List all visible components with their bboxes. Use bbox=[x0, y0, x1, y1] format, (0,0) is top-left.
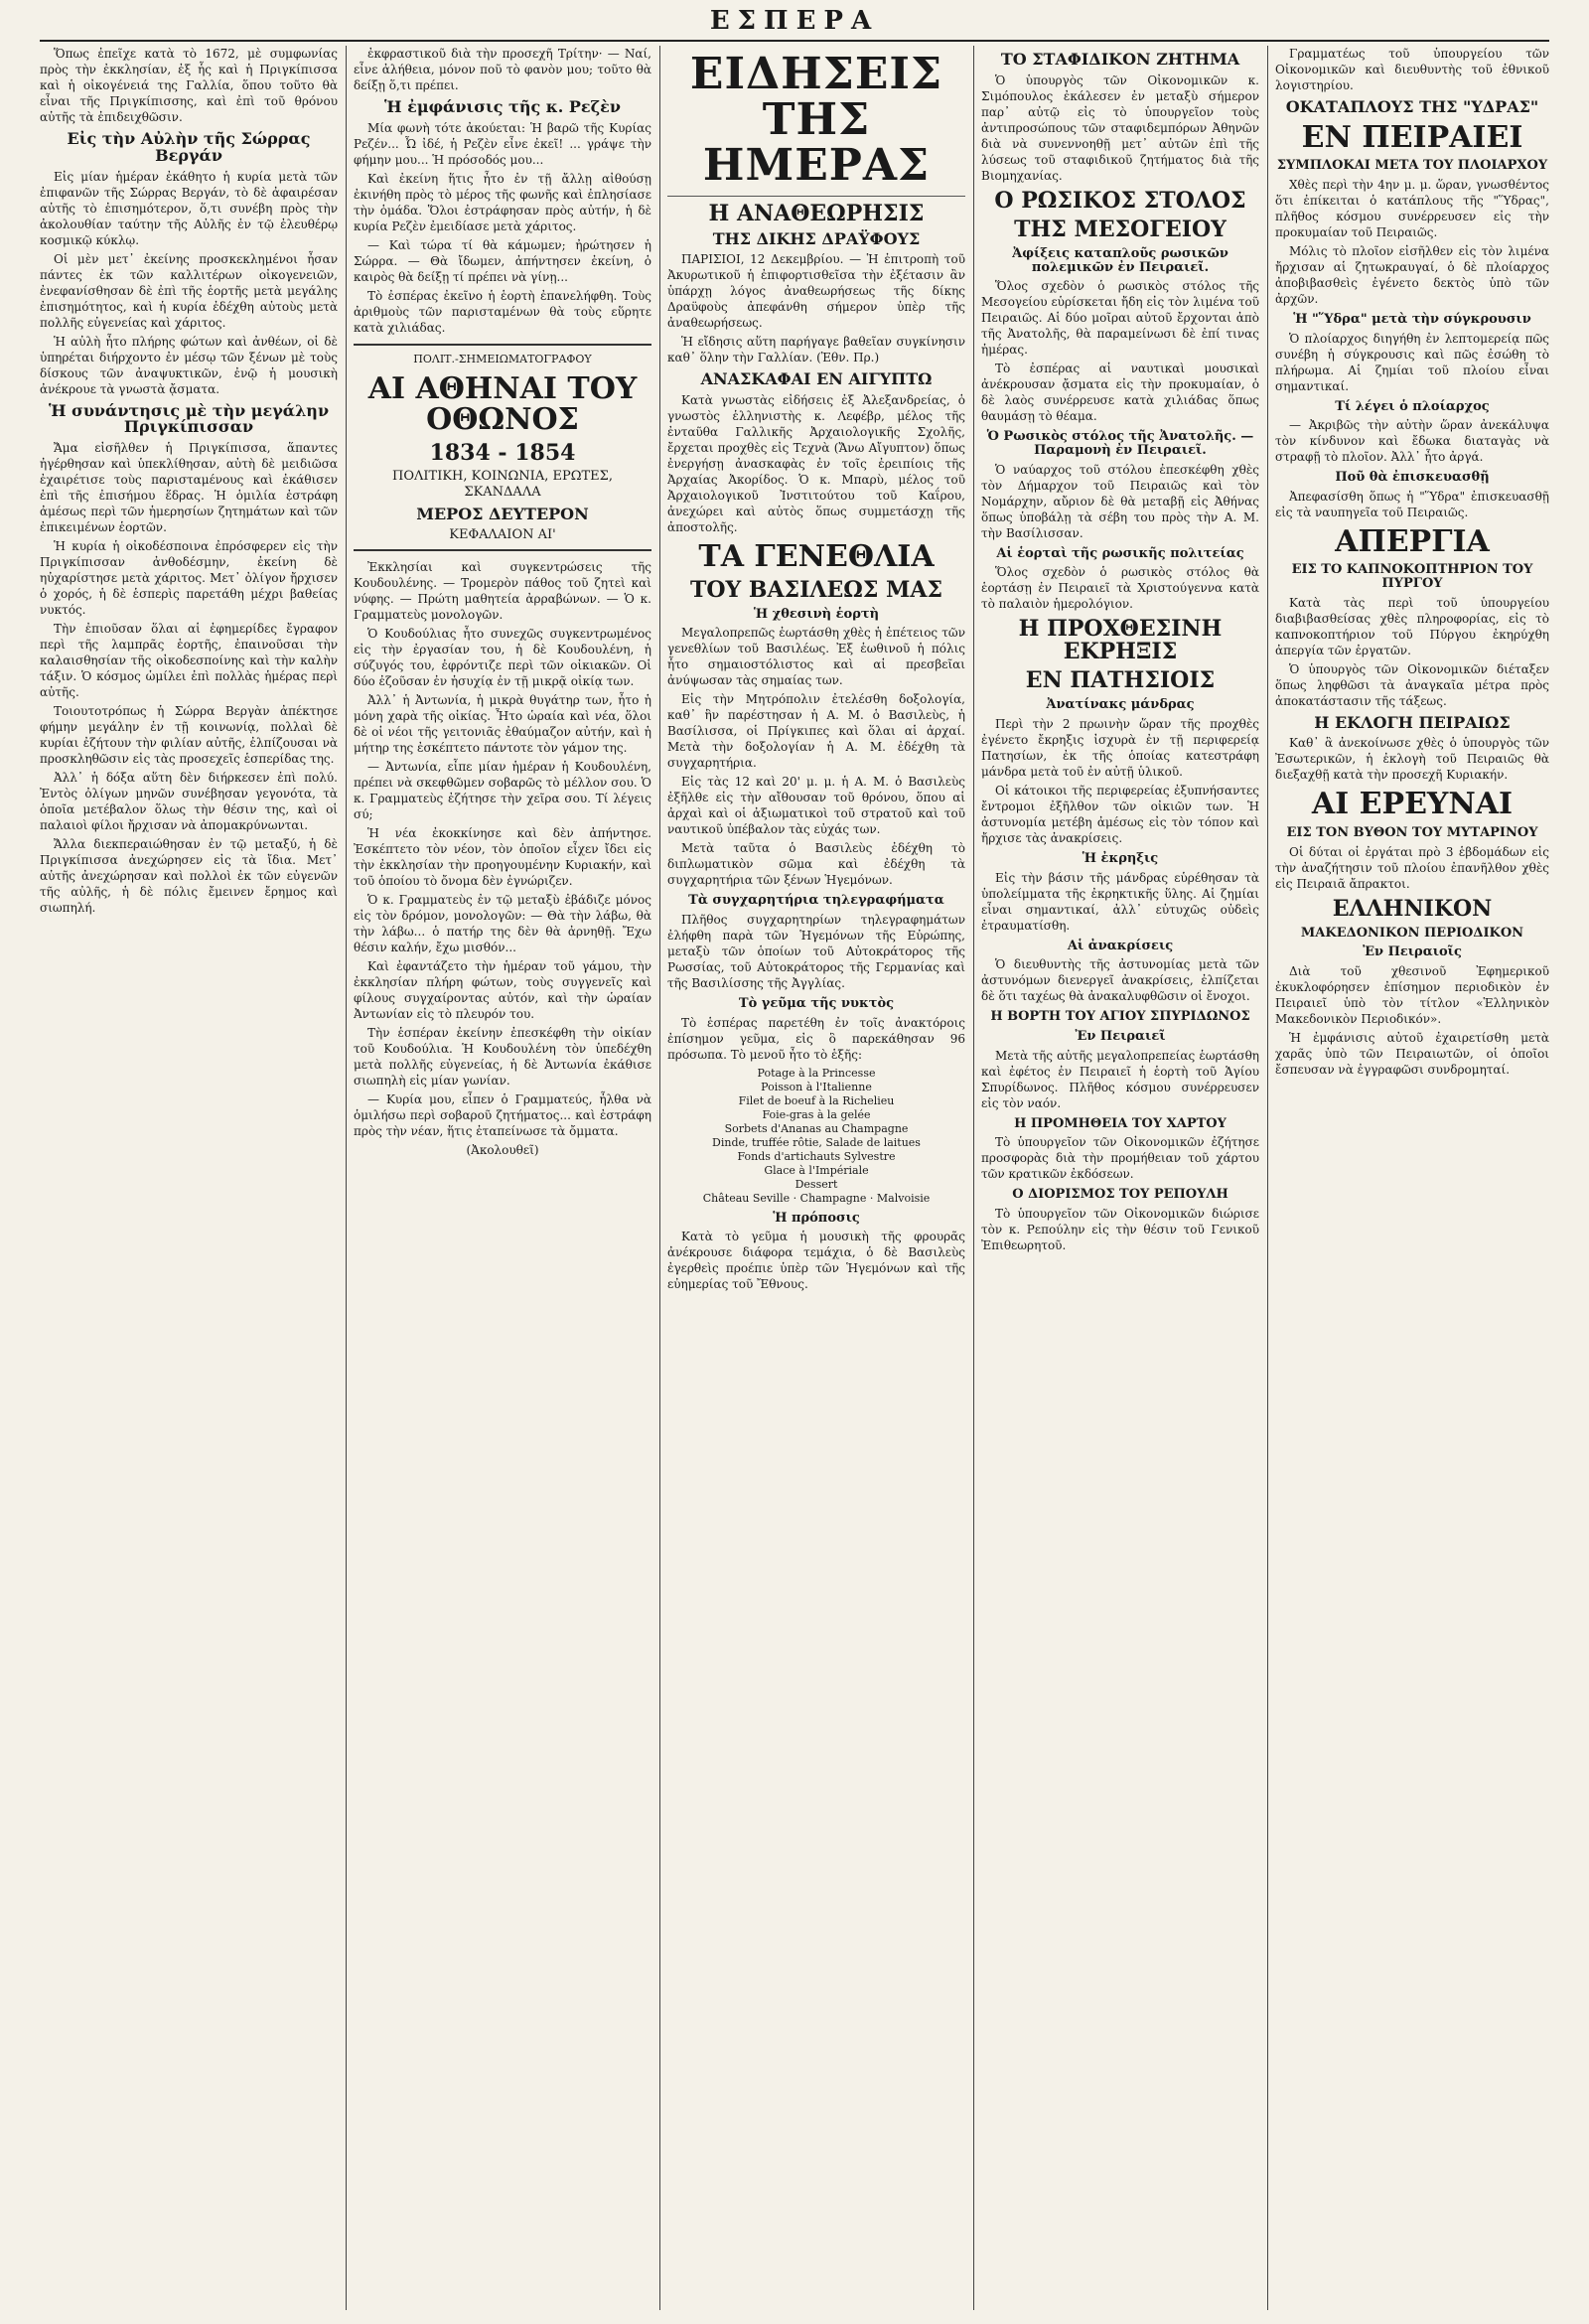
subheadline: Ποῦ θὰ ἐπισκευασθῇ bbox=[1335, 470, 1490, 486]
serial-author: ΠΟΛΙΤ.-ΣΗΜΕΙΩΜΑΤΟΓΡΑΦΟΥ bbox=[413, 352, 592, 365]
headline: Ἡ συνάντησις μὲ τὴν μεγάλην Πριγκίπισσαν bbox=[48, 400, 330, 437]
subheadline: Ἡ χθεσινὴ ἑορτὴ bbox=[753, 606, 880, 622]
paragraph: Ἀπεφασίσθη ὅπως ἡ "Ὕδρα" ἐπισκευασθῇ εἰς τὰ ναυπηγεῖα τοῦ Πειραιῶς. bbox=[1275, 489, 1549, 519]
continued-note: (Ἀκολουθεῖ) bbox=[466, 1142, 539, 1157]
paragraph: — Καὶ τώρα τί θὰ κάμωμεν; ἠρώτησεν ἡ Σώρρα. — Θὰ ἴδωμεν, ἀπήντησεν ἐκείνη, ὁ καιρὸς θὰ δείξῃ τί πρέπει νὰ γίνῃ... bbox=[354, 237, 651, 284]
menu-item: Foie-gras à la gelée bbox=[762, 1107, 871, 1121]
paragraph: Τὸ ὑπουργεῖον τῶν Οἰκονομικῶν ἐζήτησε προσφορὰς διὰ τὴν προμήθειαν τοῦ χάρτου τῶν κρατικῶν ἐκδόσεων. bbox=[981, 1135, 1259, 1182]
subheadline: Ἡ "Ὕδρα" μετὰ τὴν σύγκρουσιν bbox=[1293, 311, 1531, 327]
column-divider bbox=[1267, 46, 1268, 2310]
headline: Εἰς τὴν Αὐλὴν τῆς Σώρρας Βεργάν bbox=[67, 129, 311, 165]
paragraph: Ἀλλ᾽ ἡ δόξα αὕτη δὲν διήρκεσεν ἐπὶ πολύ. Ἐντὸς ὀλίγων μηνῶν συνέβησαν γεγονότα, τὰ ὁποῖα μετέβαλον ὅλως τὴν θέσιν της, καὶ οἱ παλαιοὶ φίλοι ἤρχισαν νὰ ἀπομακρύνωνται. bbox=[40, 771, 338, 833]
paragraph: Ὅπως ἐπεῖχε κατὰ τὸ 1672, μὲ συμφωνίας πρὸς τὴν ἐκκλησίαν, ἐξ ἧς καὶ ἡ Πριγκίπισσα καὶ ἡ οἰκογένειά της Γαλλία, ὅπου τοῦτο θὰ εἶναι τῆς Πριγκίπισσης, καὶ ἐπὶ τοῦ θρόνου αὐτῆς τὰ ἐπιδειχθῶσιν. bbox=[40, 47, 338, 124]
paragraph: Κατὰ τὰς περὶ τοῦ ὑπουργείου διαβιβασθείσας χθὲς πληροφορίας, εἰς τὸ καπνοκοπτήριον τοῦ Πύργου ἐκηρύχθη ἀπεργία τῶν ἐργατῶν. bbox=[1275, 595, 1549, 657]
paragraph: Ὁ Κουδούλιας ἦτο συνεχῶς συγκεντρωμένος εἰς τὴν ἐργασίαν του, ἡ δὲ Κουδουλένη, ἡ σύζυγός του, ἐφρόντιζε περὶ τῶν οἰκιακῶν. Οἱ δύο ἐζοῦσαν ἐν ἡσυχίᾳ ἐν τῇ μικρᾷ οἰκίᾳ των. bbox=[354, 626, 651, 688]
paragraph: Καὶ ἐφαντάζετο τὴν ἡμέραν τοῦ γάμου, τὴν ἐκκλησίαν πλήρη φώτων, τοὺς συγγενεῖς καὶ φίλους συγχαίροντας αὐτόν, καὶ τὴν ὡραίαν Ἀντωνίαν εἰς τὸ πλευρόν του. bbox=[354, 958, 651, 1021]
menu-item: Dessert bbox=[794, 1177, 838, 1191]
serial-header bbox=[354, 344, 651, 551]
headline: Η ΠΡΟΧΘΕΣΙΝΗ ΕΚΡΗΞΙΣ bbox=[1018, 616, 1223, 665]
subheadline: Ἀνατίνακς μάνδρας bbox=[1046, 697, 1195, 713]
headline: ΑΝΑΣΚΑΦΑΙ ΕΝ ΑΙΓΥΠΤΩ bbox=[700, 369, 933, 389]
paragraph: Εἰς τὴν βάσιν τῆς μάνδρας εὑρέθησαν τὰ ὑπολείμματα τῆς ἐκρηκτικῆς ὕλης. Αἱ ζημίαι εἶναι σημαντικαί, ἀλλ᾽ εὐτυχῶς οὐδεὶς ἐτραυματίσθη. bbox=[981, 870, 1259, 933]
paragraph: Ὅλος σχεδὸν ὁ ρωσικὸς στόλος τῆς Μεσογείου εὑρίσκεται ἤδη εἰς τὸν λιμένα τοῦ Πειραιῶς. Αἱ δύο μοῖραι αὐτοῦ ἔρχονται ἀπὸ τῆς Ἀνατολῆς, θὰ παραμείνωσι δὲ ἐπί τινας ἡμέρας. bbox=[981, 279, 1259, 358]
dinner-menu bbox=[667, 1067, 965, 1206]
column-4 bbox=[981, 46, 1259, 2310]
paragraph: Ὁ διευθυντὴς τῆς ἀστυνομίας μετὰ τῶν ἀστυνόμων διενεργεῖ ἀνακρίσεις, ἐλπίζεται δὲ ὅτι ταχέως θὰ ἀνακαλυφθῶσιν οἱ ἔνοχοι. bbox=[981, 957, 1259, 1004]
paragraph: Καὶ ἐκείνη ἥτις ἦτο ἐν τῇ ἄλλῃ αἰθούσῃ ἐκινήθη πρὸς τὸ μέρος τῆς φωνῆς καὶ ἐπλησίασε τὴν ὁμάδα. Ὅλοι ἐστράφησαν πρὸς αὐτήν, ἡ δὲ κυρία Ρεζὲν ἐμειδίασε μετὰ χάριτος. bbox=[354, 171, 651, 233]
subheadline: ΣΥΜΠΛΟΚΑΙ ΜΕΤΑ ΤΟΥ ΠΛΟΙΑΡΧΟΥ bbox=[1276, 158, 1548, 174]
column-divider bbox=[346, 46, 347, 2310]
serial-title: ΑΙ ΑΘΗΝΑΙ ΤΟΥ ΟΘΩΝΟΣ bbox=[367, 370, 638, 438]
headline: ΟΚΑΤΑΠΛΟΥΣ ΤΗΣ "ΥΔΡΑΣ" bbox=[1285, 97, 1539, 116]
paragraph: Τοιουτοτρόπως ἡ Σώρρα Βεργὰν ἀπέκτησε φήμην μεγάλην ἐν τῇ κοινωνίᾳ, πολλαὶ δὲ κυρίαι ἐζήτουν τὴν φιλίαν αὐτῆς, ἐλπίζουσαι νὰ προσκληθῶσιν εἰς τὰς προσεχεῖς ἑσπερίδας της. bbox=[40, 704, 338, 767]
subheadline: Τὰ συγχαρητήρια τηλεγραφήματα bbox=[688, 893, 944, 909]
paragraph: Τὸ ἑσπέρας παρετέθη ἐν τοῖς ἀνακτόροις ἐπίσημον γεῦμα, εἰς ὃ παρεκάθησαν 96 πρόσωπα. Τὸ μενοῦ ἦτο τὸ ἑξῆς: bbox=[667, 1015, 965, 1062]
subheadline: Ἡ ἐκρηξις bbox=[1082, 851, 1159, 867]
paragraph: Ἡ εἴδησις αὕτη παρήγαγε βαθεῖαν συγκίνησιν καθ᾽ ὅλην τὴν Γαλλίαν. (Ἐθν. Πρ.) bbox=[667, 335, 965, 365]
menu-item: Glace à l'Impériale bbox=[764, 1163, 869, 1177]
headline: ΕΝ ΠΑΤΗΣΙΟΙΣ bbox=[1025, 667, 1216, 694]
paragraph: ΠΑΡΙΣΙΟΙ, 12 Δεκεμβρίου. — Ἡ ἐπιτροπὴ τοῦ Ἀκυρωτικοῦ ἡ ἐπιφορτισθεῖσα τὴν ἐξέτασιν ἂν ὑπάρχῃ λόγος ἀναθεωρήσεως τῆς δίκης Δραϋφοὺς ἀπεφάνθη σήμερον ὑπὲρ τῆς ἀναθεωρήσεως. bbox=[667, 252, 965, 331]
headline: Ἡ ἐμφάνισις τῆς κ. Ρεζὲν bbox=[384, 97, 621, 116]
paragraph: Περὶ τὴν 2 πρωινὴν ὥραν τῆς προχθὲς ἐγένετο ἔκρηξις ἰσχυρὰ ἐν τῇ περιφερείᾳ Πατησίων, ἐκ τῆς ὁποίας κατεστράφη μάνδρα μετὰ τοῦ ἐν αὐτῇ ὑλικοῦ. bbox=[981, 717, 1259, 780]
column-3 bbox=[667, 46, 965, 2310]
headline: ΤΟΥ ΒΑΣΙΛΕΩΣ ΜΑΣ bbox=[689, 576, 943, 603]
subheadline: Τί λέγει ὁ πλοίαρχος bbox=[1335, 398, 1490, 414]
paragraph: Ὁ πλοίαρχος διηγήθη ἐν λεπτομερείᾳ πῶς συνέβη ἡ σύγκρουσις καὶ πῶς ἐσώθη τὸ πλήρωμα. Αἱ ζημίαι τοῦ πλοίου εἶναι σημαντικαί. bbox=[1275, 331, 1549, 393]
headline: ΑΙ ΕΡΕΥΝΑΙ bbox=[1311, 787, 1514, 822]
paragraph: Τὸ ὑπουργεῖον τῶν Οἰκονομικῶν διώρισε τὸν κ. Ρεπούλην εἰς τὴν θέσιν τοῦ Γενικοῦ Ἐπιθεωρητοῦ. bbox=[981, 1206, 1259, 1252]
paragraph: Οἱ κάτοικοι τῆς περιφερείας ἐξυπνήσαντες ἔντρομοι ἐξῆλθον τῶν οἰκιῶν των. Ἡ ἀστυνομία μετέβη ἀμέσως εἰς τὸν τόπον καὶ ἤρχισε τὰς ἀνακρίσεις. bbox=[981, 784, 1259, 846]
paragraph: Εἰς μίαν ἡμέραν ἐκάθητο ἡ κυρία μετὰ τῶν ἐπιφανῶν τῆς Σώρρας Βεργάν, τὸ δὲ ἀφαιρέσαν αὐτῆς τὸ ἐπισημότερον, ὅ,τι συνέβη πρὸς τὴν ἀκολουθίαν ταύτην τῆς Αὐλῆς ἐν τῷ ἐλευθέρῳ κοσμικῷ κύκλῳ. bbox=[40, 169, 338, 247]
subheadline: Ὁ Ρωσικὸς στόλος τῆς Ἀνατολῆς. — Παραμονὴ ἐν Πειραιεῖ. bbox=[986, 429, 1254, 458]
paragraph: Ὅλος σχεδὸν ὁ ρωσικὸς στόλος θὰ ἑορτάσῃ ἐν Πειραιεῖ τὰ Χριστούγεννα κατὰ τὸ παλαιὸν ἡμερολόγιον. bbox=[981, 565, 1259, 612]
paragraph: Ὁ ὑπουργὸς τῶν Οἰκονομικῶν κ. Σιμόπουλος ἐκάλεσεν ἐν μεταξὺ σήμερον παρ᾽ αὐτῷ εἰς τὸ ὑπουργεῖον τοὺς ἀντιπροσώπους τῶν σταφιδεμπόρων Ἀθηνῶν διὰ νὰ συνεννοηθῇ μετ᾽ αὐτῶν ἐπὶ τῆς λύσεως τοῦ σταφιδικοῦ ζητήματος διὰ τῆς Βιομηχανίας. bbox=[981, 73, 1259, 183]
headline: Η ΑΝΑΘΕΩΡΗΣΙΣ bbox=[708, 200, 925, 226]
paragraph: Τὸ ἐσπέρας ἐκεῖνο ἡ ἑορτὴ ἐπανελήφθη. Τοὺς ἀριθμοὺς τῶν παρισταμένων θὰ τοὺς εὕρητε κατὰ χιλιάδας. bbox=[354, 288, 651, 335]
paragraph: Ἄλλα διεκπεραιώθησαν ἐν τῷ μεταξύ, ἡ δὲ Πριγκίπισσα ἀνεχώρησεν εἰς τὰ ἴδια. Μετ᾽ αὐτῆς ἀνεχώρησαν καὶ πολλοὶ ἐκ τῶν εὐγενῶν τῆς αὐλῆς, ἡ δὲ πόλις ἔμεινεν ἔρημος καὶ σιωπηλή. bbox=[40, 837, 338, 916]
subheadline: Ἀφίξεις καταπλοῦς ρωσικῶν πολεμικῶν ἐν Πειραιεῖ. bbox=[1012, 245, 1228, 275]
subheadline: ΜΑΚΕΔΟΝΙΚΟΝ ΠΕΡΙΟΔΙΚΟΝ bbox=[1300, 925, 1524, 941]
paragraph: Ἀλλ᾽ ἡ Ἀντωνία, ἡ μικρὰ θυγάτηρ των, ἦτο ἡ μόνη χαρὰ τῆς οἰκίας. Ἦτο ὡραία καὶ νέα, ὅλοι δὲ οἱ νέοι τῆς γειτονιᾶς ἐθαύμαζον αὐτήν, καὶ ἡ μήτηρ της ἐσκέπτετο πάντοτε τὸν γάμον της. bbox=[354, 692, 651, 755]
headline: Η ΕΚΛΟΓΗ ΠΕΙΡΑΙΩΣ bbox=[1314, 712, 1511, 732]
paragraph: Γραμματέως τοῦ ὑπουργείου τῶν Οἰκονομικῶν καὶ διευθυντὴς τοῦ ἐθνικοῦ λογιστηρίου. bbox=[1275, 47, 1549, 92]
paragraph: Μετὰ ταῦτα ὁ Βασιλεὺς ἐδέχθη τὸ διπλωματικὸν σῶμα καὶ ἐδέχθη τὰ συγχαρητήρια τῶν ξένων Ἡγεμόνων. bbox=[667, 841, 965, 888]
column-2 bbox=[354, 46, 651, 2310]
divider bbox=[667, 196, 965, 197]
headline: ΕΛΛΗΝΙΚΟΝ bbox=[1332, 895, 1493, 922]
paragraph: Οἱ μὲν μετ᾽ ἐκείνης προσκεκλημένοι ἦσαν πάντες ἐκ τῶν καλλιτέρων οἰκογενειῶν, ἐνεφανίσθησαν δὲ ἐπὶ τῆς ἑορτῆς μετὰ μεγάλης ἐπισημότητος, καὶ ἡ κυρία ἐδέχθη αὐτοὺς μετὰ πολλῆς εὐγενείας καὶ χάριτος. bbox=[40, 251, 338, 330]
subheadline: ΕΙΣ ΤΟ ΚΑΠΝΟΚΟΠΤΗΡΙΟΝ ΤΟΥ ΠΥΡΓΟΥ bbox=[1291, 562, 1533, 591]
menu-item: Filet de boeuf à la Richelieu bbox=[738, 1093, 895, 1107]
menu-item: Dinde, truffée rôtie, Salade de laitues bbox=[712, 1135, 921, 1149]
paragraph: Ἡ νέα ἐκοκκίνησε καὶ δὲν ἀπήντησε. Ἐσκέπτετο τὸν νέον, τὸν ὁποῖον εἶχεν ἴδει εἰς τὴν ἐκκλησίαν τὴν προηγουμένην Κυριακήν, καὶ τοῦ ὁποίου τὸ ὄνομα δὲν ἐγνώριζεν. bbox=[354, 825, 651, 888]
subheadline: Ἐν Πειραιοῖς bbox=[1363, 944, 1462, 960]
paragraph: Ὁ ναύαρχος τοῦ στόλου ἐπεσκέφθη χθὲς τὸν Δήμαρχον τοῦ Πειραιῶς καὶ τὸν Νομάρχην, αὔριον δὲ θὰ μεταβῇ εἰς Ἀθήνας ὅπως ὑποβάλῃ τὰ σέβη του πρὸς τὴν Α. Μ. τὴν Βασίλισσαν. bbox=[981, 462, 1259, 540]
paragraph: Οἱ δύται οἱ ἐργάται πρὸ 3 ἑβδομάδων εἰς τὴν ἀναζήτησιν τοῦ πλοίου ἐπανῆλθον χθὲς εἰς Πειραιᾶ ἄπρακτοι. bbox=[1275, 844, 1549, 891]
paragraph: Εἰς τὰς 12 καὶ 20' μ. μ. ἡ Α. Μ. ὁ Βασιλεὺς ἐξῆλθε εἰς τὴν αἴθουσαν τοῦ θρόνου, ὅπου αἱ ἀρχαὶ καὶ οἱ ἀξιωματικοὶ τοῦ στρατοῦ καὶ τοῦ ναυτικοῦ ὑπέβαλον τὰς εὐχάς των. bbox=[667, 775, 965, 837]
serial-years: 1834 - 1854 bbox=[429, 439, 576, 466]
paragraph: Ἡ ἐμφάνισις αὐτοῦ ἐχαιρετίσθη μετὰ χαρᾶς ὑπὸ τῶν Πειραιωτῶν, οἱ ὁποῖοι ἔσπευσαν νὰ ἐγγραφῶσι συνδρομηταί. bbox=[1275, 1030, 1549, 1077]
paragraph: — Ἀντωνία, εἶπε μίαν ἡμέραν ἡ Κουδουλένη, πρέπει νὰ σκεφθῶμεν σοβαρῶς τὸ μέλλον σου. Ὁ κ. Γραμματεὺς ἐζήτησε τὴν χεῖρα σου. Τί λέγεις σύ; bbox=[354, 759, 651, 821]
subheadline: Αἱ ἑορταὶ τῆς ρωσικῆς πολιτείας bbox=[996, 545, 1244, 561]
headline: ΕΝ ΠΕΙΡΑΙΕΙ bbox=[1301, 119, 1523, 155]
paragraph: Τὴν ἑσπέραν ἐκείνην ἐπεσκέφθη τὴν οἰκίαν τοῦ Κουδούλια. Ἡ Κουδουλένη τὸν ὑπεδέχθη μετὰ πολλῆς εὐγενείας, ἡ δὲ Ἀντωνία ἐκάθισε σιωπηλὴ εἰς μίαν γωνίαν. bbox=[354, 1025, 651, 1088]
paragraph: Μεγαλοπρεπῶς ἐωρτάσθη χθὲς ἡ ἐπέτειος τῶν γενεθλίων τοῦ Βασιλέως. Ἐξ ἑωθινοῦ ἡ πόλις ἦτο σημαιοστόλιστος καὶ αἱ πρεσβεῖαι ἀνύψωσαν τὰς σημαίας των. bbox=[667, 626, 965, 688]
paragraph: Ἄμα εἰσῆλθεν ἡ Πριγκίπισσα, ἅπαντες ἠγέρθησαν καὶ ὑπεκλίθησαν, αὐτὴ δὲ μειδιῶσα ἐχαιρέτισε τοὺς παρισταμένους καὶ ἐκάθισεν ἐπὶ τῆς ἐπισήμου ἕδρας. Ἡ ὁμιλία ἐστράφη ἀμέσως περὶ τῶν ἡμερησίων ζητημάτων καὶ τῶν ἐπικειμένων ἑορτῶν. bbox=[40, 441, 338, 535]
subheadline: Ἡ πρόποσις bbox=[773, 1210, 860, 1226]
paragraph: Πλῆθος συγχαρητηρίων τηλεγραφημάτων ἐλήφθη παρὰ τῶν Ἡγεμόνων τῆς Εὐρώπης, μεταξὺ τῶν ὁποίων τοῦ Αὐτοκράτορος τῆς Ρωσσίας, τοῦ Αὐτοκράτορος τῆς Γερμανίας καὶ τῆς Βασιλίσσης τῆς Ἀγγλίας. bbox=[667, 913, 965, 991]
subheadline: ΕΙΣ ΤΟΝ ΒΥΘΟΝ ΤΟΥ ΜΥΤΑΡΙΝΟΥ bbox=[1286, 824, 1538, 840]
column-divider bbox=[973, 46, 974, 2310]
subheadline: Τὸ γεῦμα τῆς νυκτὸς bbox=[738, 996, 895, 1012]
headline: Ο ΡΩΣΙΚΟΣ ΣΤΟΛΟΣ bbox=[994, 187, 1246, 214]
menu-item: Potage à la Princesse bbox=[757, 1066, 876, 1080]
menu-item: Château Seville · Champagne · Malvoisie bbox=[702, 1191, 931, 1205]
top-rule bbox=[40, 40, 1549, 42]
paragraph: — Κυρία μου, εἶπεν ὁ Γραμματεύς, ἦλθα νὰ ὁμιλήσω περὶ σοβαροῦ ζητήματος... καὶ ἐστράφη πρὸς τὴν νέαν, ἥτις ἐταπείνωσε τὰ ὄμματα. bbox=[354, 1091, 651, 1138]
headline: ΤΟ ΣΤΑΦΙΔΙΚΟΝ ΖΗΤΗΜΑ bbox=[1000, 50, 1240, 69]
paragraph: Εἰς τὴν Μητρόπολιν ἐτελέσθη δοξολογία, καθ᾽ ἣν παρέστησαν ἡ Α. Μ. ὁ Βασιλεὺς, ἡ Βασίλισσα, οἱ Πρίγκιπες καὶ ὅλαι αἱ ἀρχαί. Μετὰ τὴν δοξολογίαν ἡ Α. Μ. ἐδέχθη τὰ συγχαρητήρια. bbox=[667, 692, 965, 771]
paragraph: Κατὰ γνωστὰς εἰδήσεις ἐξ Ἀλεξανδρείας, ὁ γνωστὸς ἑλληνιστὴς κ. Λεφέβρ, μέλος τῆς ἐνταῦθα Γαλλικῆς Ἀρχαιολογικῆς Σχολῆς, ἔρχεται προχθὲς εἰς Τεχνὰ (Ἄνω Αἴγυπτον) ὅπως ἐνεργήσῃ ἀνασκαφὰς ἐν τοῖς ἐρειπίοις τῆς Ἀρχαίας Ἀκορίδος. Ὁ κ. Μπαρὺ, μέλος τοῦ Ἀρχαιολογικοῦ Ἰνστιτούτου τοῦ Καΐρου, ἀνεχώρει καὶ αὐτὸς ὅπως συμμετάσχῃ τῆς ἀποστολῆς. bbox=[667, 393, 965, 535]
paragraph: Ἡ κυρία ἡ οἰκοδέσποινα ἐπρόσφερεν εἰς τὴν Πριγκίπισσαν ἀνθοδέσμην, ἐκείνη δὲ ηὐχαρίστησε μετὰ χάριτος. Μετ᾽ ὀλίγον ἤρχισεν ὁ χορός, ἡ δὲ ἑσπερὶς παρετάθη μέχρι βαθείας νυκτός. bbox=[40, 539, 338, 618]
subheadline: Αἱ ἀνακρίσεις bbox=[1067, 938, 1174, 953]
paragraph: Καθ᾽ ἃ ἀνεκοίνωσε χθὲς ὁ ὑπουργὸς τῶν Ἐσωτερικῶν, ἡ ἐκλογὴ τοῦ Πειραιῶς θὰ διεξαχθῇ κατὰ τὴν προσεχῆ Κυριακήν. bbox=[1275, 736, 1549, 783]
headline: Η ΒΟΡΤΗ ΤΟΥ ΑΓΙΟΥ ΣΠΥΡΙΔΩΝΟΣ bbox=[990, 1009, 1250, 1025]
paragraph: Ὁ κ. Γραμματεὺς ἐν τῷ μεταξὺ ἐβάδιζε μόνος εἰς τὸν δρόμον, μονολογῶν: — Θὰ τὴν λάβω, θὰ τὴν λάβω... ὁ πατήρ της δὲν θὰ ἀρνηθῇ. Ἔχω θέσιν καλήν, ἔχω μισθόν... bbox=[354, 892, 651, 954]
paragraph: Ἐκκλησίαι καὶ συγκεντρώσεις τῆς Κουδουλένης. — Τρομερὸν πάθος τοῦ ζητεὶ καὶ νύφης. — Πρώτη μαθητεία ἀρραβώνων. — Ὁ κ. Γραμματεὺς μονολογῶν. bbox=[354, 559, 651, 622]
paragraph: Διὰ τοῦ χθεσινοῦ Ἐφημερικοῦ ἐκυκλοφόρησεν ἐπίσημον περιοδικὸν ἐν Πειραιεῖ ὑπὸ τὸν τίτλον «Ἑλληνικὸν Μακεδονικὸν Περιοδικόν». bbox=[1275, 963, 1549, 1026]
headline: Η ΠΡΟΜΗΘΕΙΑ ΤΟΥ ΧΑΡΤΟΥ bbox=[1014, 1115, 1227, 1131]
serial-subtitle: ΠΟΛΙΤΙΚΗ, ΚΟΙΝΩΝΙΑ, ΕΡΩΤΕΣ, ΣΚΑΝΔΑΛΑ bbox=[392, 468, 613, 500]
menu-item: Poisson à l'Italienne bbox=[761, 1080, 872, 1093]
paragraph: Μετὰ τῆς αὐτῆς μεγαλοπρεπείας ἑωρτάσθη καὶ ἐφέτος ἐν Πειραιεῖ ἡ ἑορτὴ τοῦ Ἁγίου Σπυρίδωνος. Πλῆθος κόσμου συνέρρευσεν εἰς τὸν ναόν. bbox=[981, 1048, 1259, 1110]
headline: ΤΗΣ ΔΙΚΗΣ ΔΡΑΫΦΟΥΣ bbox=[712, 228, 921, 248]
paragraph: Χθὲς περὶ τὴν 4ην μ. μ. ὥραν, γνωσθέντος ὅτι ἐπίκειται ὁ κατάπλους τῆς "Ὕδρας", πλῆθος κόσμου συνέρρευσεν εἰς τὴν προκυμαίαν τοῦ Πειραιῶς. bbox=[1275, 177, 1549, 239]
paragraph: — Ἀκριβῶς τὴν αὐτὴν ὥραν ἀνεκάλυψα τὸν κίνδυνον καὶ ἔδωκα διαταγὰς νὰ στραφῇ τὸ πλοῖον. Ἀλλ᾽ ἦτο ἀργά. bbox=[1275, 418, 1549, 465]
menu-item: Sorbets d'Ananas au Champagne bbox=[724, 1121, 909, 1135]
paragraph: Ὁ ὑπουργὸς τῶν Οἰκονομικῶν διέταξεν ὅπως ληφθῶσι τὰ ἀναγκαῖα μέτρα πρὸς ἀποκατάστασιν τῆς τάξεως. bbox=[1275, 661, 1549, 708]
section-title: ΕΙΔΗΣΕΙΣ ΤΗΣ ΗΜΕΡΑΣ bbox=[689, 49, 943, 192]
column-1 bbox=[40, 46, 338, 2310]
paragraph: Ἡ αὐλὴ ἦτο πλήρης φώτων καὶ ἀνθέων, οἱ δὲ ὑπηρέται διήρχοντο ἐν μέσῳ τῶν ξένων μὲ τοὺς δίσκους τῶν ἀναψυκτικῶν, ἐνῷ ἡ μουσικὴ ἀνέκρουε τὰ γνωστὰ ᾄσματα. bbox=[40, 334, 338, 396]
menu-item: Fonds d'artichauts Sylvestre bbox=[737, 1149, 896, 1163]
column-divider bbox=[659, 46, 660, 2310]
paragraph: ἐκφραστικοῦ διὰ τὴν προσεχῆ Τρίτην· — Ναί, εἶνε ἀλήθεια, μόνον ποῦ τὸ φανὸν μου; τοῦτο θὰ δείξῃ ὅ,τι πρέπει. bbox=[354, 47, 651, 92]
paragraph: Τὴν ἐπιοῦσαν ὅλαι αἱ ἐφημερίδες ἔγραφον περὶ τῆς λαμπρᾶς ἑορτῆς, ἐπαινοῦσαι τὴν καλαισθησίαν τῆς οἰκοδεσποίνης καὶ τὴν καλὴν τάξιν. Ὁ κόσμος ὡμίλει ἐπὶ πολλὰς ἡμέρας περὶ αὐτῆς. bbox=[40, 622, 338, 700]
masthead: ΕΣΠΕΡΑ bbox=[709, 6, 880, 36]
paragraph: Μία φωνὴ τότε ἀκούεται: Ἡ βαρῶ τῆς Κυρίας Ρεζέν... Ὦ ἰδέ, ἡ Ρεζὲν εἶνε ἐκεῖ! ... γράψε τὴν φήμην μου... Ἡ πρόσοδός μου... bbox=[354, 120, 651, 167]
headline: ΤΑ ΓΕΝΕΘΛΙΑ bbox=[698, 539, 935, 575]
headline: Ο ΔΙΟΡΙΣΜΟΣ ΤΟΥ ΡΕΠΟΥΛΗ bbox=[1012, 1187, 1228, 1203]
subheadline: Ἐν Πειραιεῖ bbox=[1075, 1029, 1166, 1045]
headline: ΤΗΣ ΜΕΣΟΓΕΙΟΥ bbox=[1014, 216, 1227, 242]
column-5 bbox=[1275, 46, 1549, 2310]
paragraph: Τὸ ἐσπέρας αἱ ναυτικαὶ μουσικαὶ ἀνέκρουσαν ᾄσματα εἰς τὴν προκυμαίαν, ὁ δὲ λαὸς συνέρρευσε κατὰ χιλιάδας ὅπως θαυμάσῃ τὸ θέαμα. bbox=[981, 362, 1259, 424]
headline: ΑΠΕΡΓΙΑ bbox=[1335, 523, 1490, 559]
serial-part: ΜΕΡΟΣ ΔΕΥΤΕΡΟΝ bbox=[416, 504, 589, 523]
paragraph: Μόλις τὸ πλοῖον εἰσῆλθεν εἰς τὸν λιμένα ἤρχισαν αἱ ζητωκραυγαί, ὁ δὲ πλοίαρχος ἀποβιβασθεὶς ἐγένετο δεκτὸς ὑπὸ τῶν ἀρχῶν. bbox=[1275, 243, 1549, 306]
serial-chapter: ΚΕΦΑΛΑΙΟΝ ΑΙ' bbox=[449, 526, 556, 542]
paragraph: Κατὰ τὸ γεῦμα ἡ μουσικὴ τῆς φρουρᾶς ἀνέκρουσε διάφορα τεμάχια, ὁ δὲ Βασιλεὺς ἐγερθεὶς προέπιε ὑπὲρ τῶν Ἡγεμόνων καὶ τῆς εὐημερίας τοῦ Ἔθνους. bbox=[667, 1230, 965, 1292]
